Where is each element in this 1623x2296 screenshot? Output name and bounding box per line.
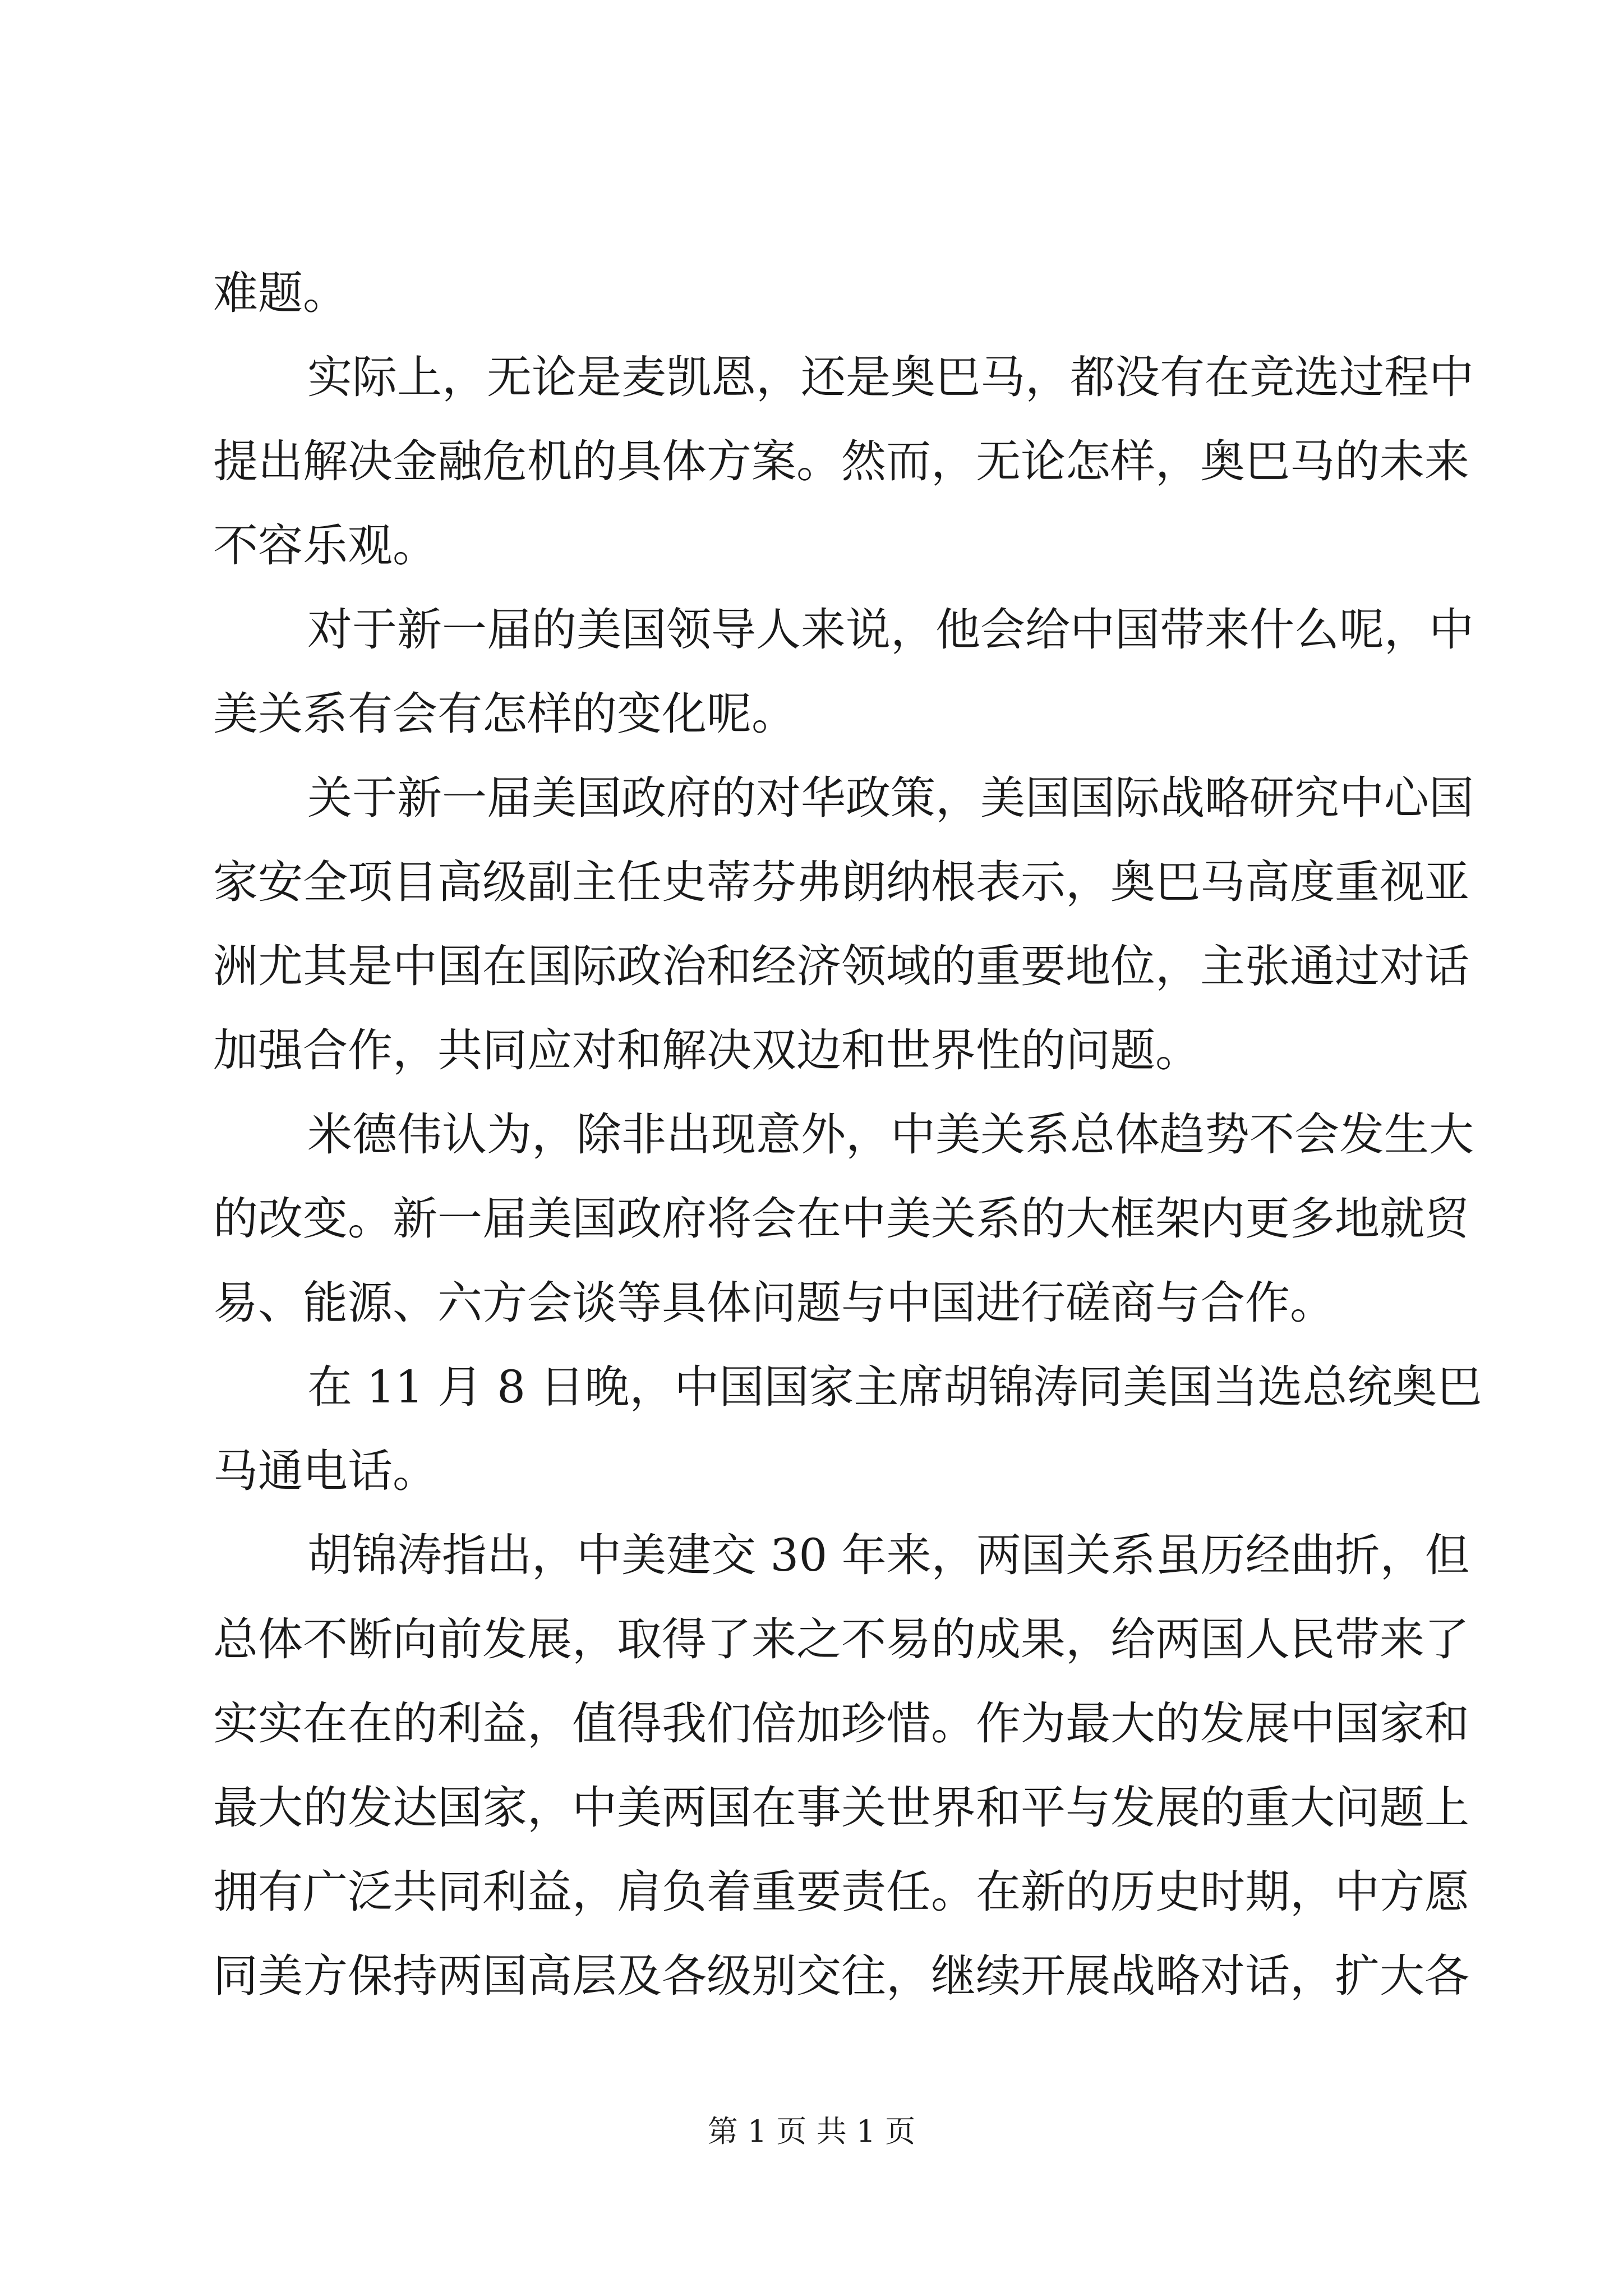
text-line: 总体不断向前发展，取得了来之不易的成果，给两国人民带来了 (213, 1613, 1469, 1665)
text-line: 对于新一届的美国领导人来说，他会给中国带来什么呢，中 (307, 604, 1474, 656)
text-line: 在 11 月 8 日晚，中国国家主席胡锦涛同美国当选总统奥巴 (307, 1361, 1482, 1413)
paragraph (213, 1513, 1470, 2018)
paragraph (213, 1093, 1474, 1345)
text-line: 米德伟认为，除非出现意外，中美关系总体趋势不会发生大 (307, 1108, 1474, 1161)
text-line: 关于新一届美国政府的对华政策，美国国际战略研究中心国 (307, 772, 1474, 824)
text-line: 的改变。新一届美国政府将会在中美关系的大框架内更多地就贸 (213, 1193, 1469, 1245)
paragraph (213, 756, 1474, 1093)
paragraph (213, 588, 1474, 756)
page-footer (0, 2109, 1623, 2154)
paragraph (213, 1345, 1482, 1513)
text-line: 洲尤其是中国在国际政治和经济领域的重要地位，主张通过对话 (213, 940, 1469, 992)
text-line: 实实在在的利益，值得我们倍加珍惜。作为最大的发展中国家和 (213, 1697, 1469, 1750)
text-line: 加强合作，共同应对和解决双边和世界性的问题。 (213, 1024, 1200, 1076)
document-body (213, 251, 1482, 2018)
paragraph (213, 335, 1474, 588)
text-line: 拥有广泛共同利益，肩负着重要责任。在新的历史时期，中方愿 (213, 1866, 1469, 1918)
text-line: 难题。 (213, 267, 348, 319)
text-line: 易、能源、六方会谈等具体问题与中国进行磋商与合作。 (213, 1277, 1335, 1329)
text-line: 实际上，无论是麦凯恩，还是奥巴马，都没有在竞选过程中 (307, 351, 1474, 403)
text-line: 提出解决金融危机的具体方案。然而，无论怎样，奥巴马的未来 (213, 435, 1469, 487)
text-line: 胡锦涛指出，中美建交 30 年来，两国关系虽历经曲折，但 (307, 1529, 1470, 1581)
page-number: 第 1 页 共 1 页 (707, 2114, 916, 2149)
text-line: 马通电话。 (213, 1445, 437, 1497)
text-line: 最大的发达国家，中美两国在事关世界和平与发展的重大问题上 (213, 1782, 1469, 1834)
paragraph-continuation (213, 251, 1418, 335)
text-line: 美关系有会有怎样的变化呢。 (213, 688, 796, 740)
text-line: 家安全项目高级副主任史蒂芬弗朗纳根表示，奥巴马高度重视亚 (213, 856, 1469, 908)
text-line: 不容乐观。 (213, 519, 437, 572)
text-line: 同美方保持两国高层及各级别交往，继续开展战略对话，扩大各 (213, 1950, 1469, 2002)
